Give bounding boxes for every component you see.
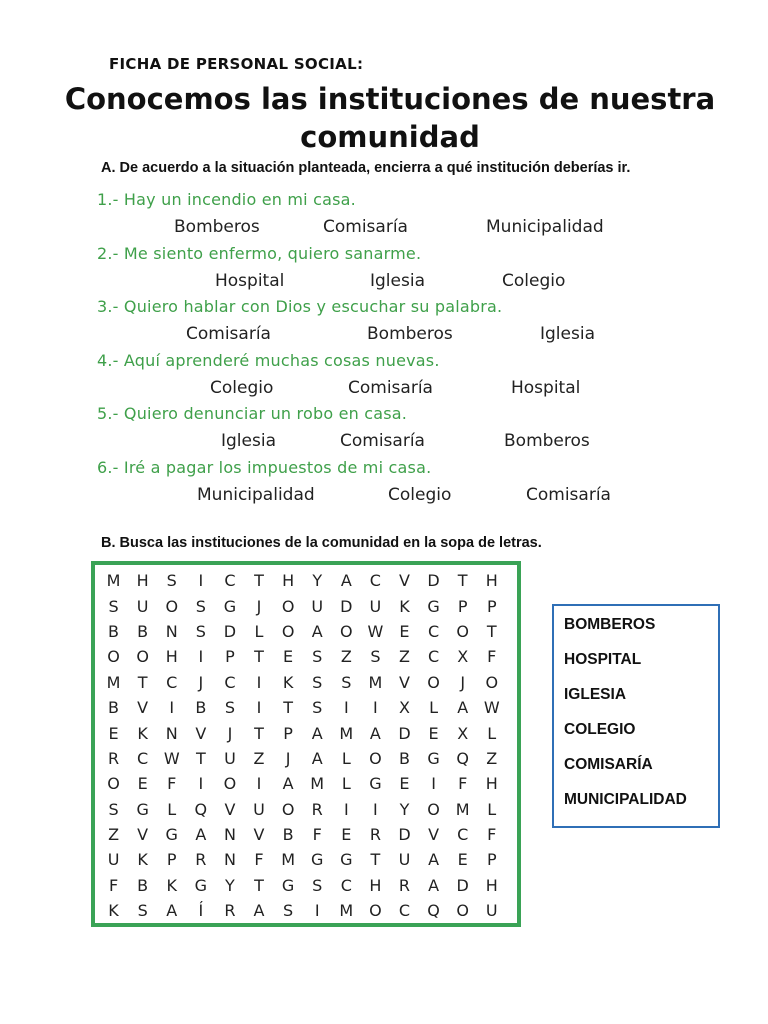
grid-letter[interactable]: J [256, 596, 262, 616]
grid-letter[interactable]: Z [399, 647, 410, 667]
grid-letter[interactable]: A [311, 748, 323, 768]
grid-letter[interactable]: E [399, 621, 410, 641]
grid-letter[interactable]: B [137, 621, 149, 641]
section-a-instruction: A. De acuerdo a la situación planteada, encierra a qué institución deberías ir. [101, 160, 631, 176]
title-line-2: comunidad [300, 120, 480, 154]
grid-letter[interactable]: R [311, 799, 323, 819]
grid-letter[interactable]: A [195, 825, 207, 845]
grid-letter[interactable]: Z [253, 748, 265, 768]
grid-letter[interactable]: M [339, 901, 354, 921]
grid-letter[interactable]: M [106, 571, 121, 591]
grid-letter[interactable]: B [137, 875, 149, 895]
grid-letter[interactable]: B [108, 698, 120, 718]
option-bomberos[interactable]: Bomberos [174, 217, 260, 237]
grid-letter[interactable]: H [136, 571, 149, 591]
grid-letter[interactable]: A [340, 571, 352, 591]
grid-letter[interactable]: T [370, 850, 381, 870]
grid-letter[interactable]: L [487, 723, 497, 743]
grid-letter[interactable]: A [369, 723, 381, 743]
grid-letter[interactable]: W [483, 698, 500, 718]
grid-letter[interactable]: M [281, 850, 296, 870]
grid-letter[interactable]: I [373, 799, 378, 819]
grid-letter[interactable]: I [256, 774, 262, 794]
word-search-cells [99, 568, 506, 923]
grid-letter[interactable]: H [485, 571, 498, 591]
title-line-1: Conocemos las instituciones de nuestra [64, 82, 716, 116]
grid-letter[interactable]: B [108, 621, 120, 641]
option-colegio[interactable]: Colegio [502, 270, 566, 291]
grid-letter[interactable]: S [195, 596, 206, 616]
grid-letter[interactable]: O [165, 596, 179, 616]
grid-letter[interactable]: K [108, 901, 119, 921]
grid-letter[interactable]: D [398, 825, 411, 845]
grid-letter[interactable]: B [195, 698, 207, 718]
grid-letter[interactable]: T [254, 647, 264, 667]
grid-letter[interactable]: S [224, 698, 235, 718]
grid-letter[interactable]: H [485, 774, 498, 794]
grid-letter[interactable]: W [367, 621, 384, 641]
grid-letter[interactable]: C [166, 672, 178, 692]
grid-letter[interactable]: L [167, 799, 177, 819]
grid-letter[interactable]: T [283, 698, 293, 718]
grid-letter[interactable]: C [340, 875, 352, 895]
question-2 [94, 244, 664, 298]
grid-letter[interactable]: S [195, 621, 206, 641]
question-3 [94, 297, 664, 351]
grid-letter[interactable]: F [167, 774, 177, 794]
grid-letter[interactable]: J [227, 723, 233, 743]
word-colegio: COLEGIO [564, 721, 636, 738]
option-iglesia[interactable]: Iglesia [221, 431, 276, 451]
grid-letter[interactable]: Z [340, 647, 352, 667]
grid-letter[interactable]: T [137, 672, 148, 692]
grid-letter[interactable]: B [398, 748, 410, 768]
grid-letter[interactable]: U [369, 596, 382, 616]
option-bomberos[interactable]: Bomberos [367, 324, 453, 344]
worksheet-subject: FICHA DE PERSONAL SOCIAL: [109, 55, 364, 73]
grid-letter[interactable]: Q [456, 748, 469, 768]
grid-letter[interactable]: O [456, 901, 469, 921]
option-comisaria[interactable]: Comisaría [526, 484, 611, 505]
grid-letter[interactable]: H [165, 647, 178, 667]
question-text: 4.- Aquí aprenderé muchas cosas nuevas. [97, 350, 440, 370]
grid-letter[interactable]: O [107, 647, 120, 667]
grid-letter[interactable]: E [341, 825, 352, 845]
grid-letter[interactable]: F [487, 647, 497, 667]
grid-letter[interactable]: I [343, 698, 349, 718]
question-4 [94, 351, 664, 405]
grid-letter[interactable]: G [281, 875, 295, 895]
grid-letter[interactable]: T [486, 621, 497, 641]
grid-letter[interactable]: G [340, 850, 353, 870]
grid-letter[interactable]: S [283, 901, 294, 921]
grid-letter[interactable]: E [108, 723, 119, 743]
grid-letter[interactable]: J [285, 748, 291, 768]
grid-letter[interactable]: E [137, 774, 148, 794]
grid-letter[interactable]: P [486, 596, 497, 616]
grid-letter[interactable]: S [108, 799, 119, 819]
grid-letter[interactable]: U [485, 901, 498, 921]
grid-letter[interactable]: S [137, 901, 148, 921]
option-comisaria[interactable]: Comisaría [323, 217, 408, 237]
grid-letter[interactable]: L [341, 774, 351, 794]
grid-letter[interactable]: K [166, 875, 177, 895]
question-6 [94, 458, 664, 512]
grid-letter[interactable]: A [166, 901, 178, 921]
grid-letter[interactable]: V [253, 825, 265, 845]
grid-letter[interactable]: R [195, 850, 207, 870]
grid-letter[interactable]: A [457, 698, 469, 718]
word-municipalidad: MUNICIPALIDAD [564, 791, 687, 808]
option-comisaria[interactable]: Comisaría [186, 324, 271, 344]
grid-letter[interactable]: A [282, 774, 294, 794]
grid-letter[interactable]: M [455, 799, 470, 819]
grid-letter[interactable]: J [198, 672, 204, 692]
grid-letter[interactable]: H [369, 875, 382, 895]
grid-letter[interactable]: A [253, 901, 265, 921]
option-municipalidad[interactable]: Municipalidad [486, 217, 604, 237]
grid-letter[interactable]: J [460, 672, 466, 692]
grid-letter[interactable]: R [398, 875, 411, 895]
grid-letter[interactable]: M [339, 723, 354, 743]
option-iglesia[interactable]: Iglesia [370, 270, 425, 291]
grid-letter[interactable]: V [399, 672, 410, 692]
grid-letter[interactable]: P [166, 850, 177, 870]
grid-letter[interactable]: I [431, 774, 436, 794]
grid-letter[interactable]: C [457, 825, 469, 845]
grid-letter[interactable]: Y [225, 875, 235, 895]
grid-letter[interactable]: G [136, 799, 149, 819]
grid-letter[interactable]: G [194, 875, 208, 895]
grid-letter[interactable]: S [312, 698, 323, 718]
option-bomberos[interactable]: Bomberos [504, 431, 590, 451]
grid-letter[interactable]: L [487, 799, 497, 819]
grid-letter[interactable]: V [428, 825, 440, 845]
grid-letter[interactable]: G [427, 596, 440, 616]
grid-letter[interactable]: X [399, 698, 410, 718]
grid-letter[interactable]: V [195, 723, 207, 743]
grid-letter[interactable]: M [368, 672, 383, 692]
grid-letter[interactable]: I [373, 698, 378, 718]
grid-letter[interactable]: U [398, 850, 411, 870]
grid-letter[interactable]: U [253, 799, 265, 819]
grid-letter[interactable]: P [486, 850, 497, 870]
grid-letter[interactable]: T [195, 748, 206, 768]
grid-letter[interactable]: N [165, 723, 178, 743]
word-hospital: HOSPITAL [564, 651, 642, 668]
grid-letter[interactable]: M [106, 672, 121, 692]
grid-letter[interactable]: O [427, 799, 440, 819]
grid-letter[interactable]: F [487, 825, 497, 845]
grid-letter[interactable]: N [165, 621, 178, 641]
grid-letter[interactable]: O [485, 672, 499, 692]
grid-letter[interactable]: S [312, 672, 323, 692]
grid-letter[interactable]: S [108, 596, 119, 616]
grid-letter[interactable]: V [224, 799, 236, 819]
option-iglesia[interactable]: Iglesia [540, 324, 595, 344]
grid-letter[interactable]: U [224, 748, 236, 768]
option-municipalidad[interactable]: Municipalidad [197, 484, 315, 505]
word-comisaria: COMISARÍA [564, 756, 653, 773]
grid-letter[interactable]: D [456, 875, 469, 895]
grid-letter[interactable]: S [312, 875, 323, 895]
grid-letter[interactable]: C [427, 621, 440, 641]
grid-letter[interactable]: W [163, 748, 180, 768]
grid-letter[interactable]: O [369, 748, 382, 768]
grid-letter[interactable]: O [281, 799, 295, 819]
grid-letter[interactable]: K [399, 596, 410, 616]
grid-letter[interactable]: E [399, 774, 410, 794]
grid-letter[interactable]: B [282, 825, 294, 845]
word-list-box [552, 604, 720, 828]
grid-letter[interactable]: C [224, 571, 236, 591]
word-iglesia: IGLESIA [564, 686, 627, 703]
grid-letter[interactable]: I [314, 901, 320, 921]
question-text: 1.- Hay un incendio en mi casa. [97, 190, 356, 209]
grid-letter[interactable]: I [198, 647, 204, 667]
grid-letter[interactable]: O [456, 621, 469, 641]
grid-letter[interactable]: Z [486, 748, 498, 768]
grid-letter[interactable]: L [254, 621, 264, 641]
grid-letter[interactable]: R [224, 901, 236, 921]
grid-letter[interactable]: G [165, 825, 178, 845]
grid-letter[interactable]: I [198, 571, 204, 591]
grid-letter[interactable]: O [369, 901, 382, 921]
grid-letter[interactable]: S [341, 672, 352, 692]
question-text: 6.- Iré a pagar los impuestos de mi casa. [97, 457, 432, 477]
grid-letter[interactable]: O [340, 621, 353, 641]
grid-letter[interactable]: T [254, 875, 264, 895]
grid-letter[interactable]: Z [108, 825, 120, 845]
grid-letter[interactable]: S [166, 571, 177, 591]
grid-letter[interactable]: T [254, 571, 264, 591]
question-1 [94, 190, 664, 244]
worksheet-title [60, 80, 720, 156]
grid-letter[interactable]: A [311, 621, 323, 641]
grid-letter[interactable]: N [223, 825, 236, 845]
grid-letter[interactable]: S [370, 647, 381, 667]
grid-letter[interactable]: P [283, 723, 293, 743]
grid-letter[interactable]: C [224, 672, 236, 692]
grid-letter[interactable]: C [398, 901, 411, 921]
section-b-instruction: B. Busca las instituciones de la comunidad en la sopa de letras. [101, 535, 542, 551]
grid-letter[interactable]: G [311, 850, 324, 870]
grid-letter[interactable]: R [107, 748, 120, 768]
grid-letter[interactable]: I [256, 698, 262, 718]
grid-letter[interactable]: H [282, 571, 295, 591]
option-hospital[interactable]: Hospital [215, 270, 285, 291]
grid-letter[interactable]: V [399, 571, 410, 591]
grid-letter[interactable]: O [136, 647, 149, 667]
grid-letter[interactable]: R [369, 825, 381, 845]
grid-letter[interactable]: V [137, 698, 149, 718]
grid-letter[interactable]: T [457, 571, 468, 591]
grid-letter[interactable]: P [225, 647, 235, 667]
option-comisaria[interactable]: Comisaría [340, 431, 425, 451]
grid-letter[interactable]: F [312, 825, 322, 845]
option-hospital[interactable]: Hospital [511, 377, 581, 398]
grid-letter[interactable]: A [311, 723, 323, 743]
grid-letter[interactable]: Y [399, 799, 410, 819]
grid-letter[interactable]: K [137, 850, 148, 870]
grid-letter[interactable]: C [427, 647, 440, 667]
grid-letter[interactable]: X [457, 723, 469, 743]
question-5 [94, 404, 664, 458]
grid-letter[interactable]: H [485, 875, 498, 895]
grid-letter[interactable]: F [458, 774, 468, 794]
grid-letter[interactable]: D [398, 723, 411, 743]
grid-letter[interactable]: L [429, 698, 439, 718]
grid-letter[interactable]: M [310, 774, 325, 794]
grid-letter[interactable]: T [254, 723, 264, 743]
grid-letter[interactable]: K [282, 672, 294, 692]
questions-list [94, 190, 664, 511]
grid-letter[interactable]: Y [312, 571, 323, 591]
grid-letter[interactable]: O [281, 621, 295, 641]
grid-letter[interactable]: G [223, 596, 237, 616]
grid-letter[interactable]: F [254, 850, 264, 870]
grid-letter[interactable]: O [223, 774, 237, 794]
question-text: 2.- Me siento enfermo, quiero sanarme. [97, 243, 422, 263]
grid-letter[interactable]: I [256, 672, 262, 692]
grid-letter[interactable]: O [281, 596, 295, 616]
grid-letter[interactable]: V [137, 825, 149, 845]
grid-letter[interactable]: I [343, 799, 349, 819]
question-text: 5.- Quiero denunciar un robo en casa. [97, 404, 408, 423]
grid-letter[interactable]: U [311, 596, 324, 616]
question-text: 3.- Quiero hablar con Dios y escuchar su palabra. [97, 297, 503, 316]
grid-letter[interactable]: X [457, 647, 469, 667]
grid-letter[interactable]: Í [198, 901, 204, 921]
grid-letter[interactable]: C [369, 571, 381, 591]
grid-letter[interactable]: Q [194, 799, 208, 819]
grid-letter[interactable]: G [427, 748, 440, 768]
grid-letter[interactable]: A [428, 875, 440, 895]
grid-letter[interactable]: I [198, 774, 204, 794]
grid-letter[interactable]: D [223, 621, 237, 641]
option-colegio[interactable]: Colegio [210, 377, 274, 398]
grid-letter[interactable]: D [340, 596, 353, 616]
word-search-grid [91, 561, 521, 927]
grid-letter[interactable]: O [427, 672, 440, 692]
option-comisaria[interactable]: Comisaría [348, 377, 433, 398]
word-bomberos: BOMBEROS [564, 616, 656, 633]
grid-letter[interactable]: U [107, 850, 120, 870]
grid-letter[interactable]: E [428, 723, 439, 743]
grid-letter[interactable]: K [137, 723, 148, 743]
grid-letter[interactable]: L [341, 748, 351, 768]
grid-letter[interactable]: I [169, 698, 175, 718]
grid-letter[interactable]: S [312, 647, 323, 667]
grid-letter[interactable]: C [137, 748, 149, 768]
option-colegio[interactable]: Colegio [388, 484, 452, 505]
grid-letter[interactable]: U [136, 596, 149, 616]
grid-letter[interactable]: G [369, 774, 382, 794]
grid-letter[interactable]: N [223, 850, 236, 870]
grid-letter[interactable]: E [283, 647, 294, 667]
grid-letter[interactable]: P [457, 596, 468, 616]
grid-letter[interactable]: Q [427, 901, 440, 921]
grid-letter[interactable]: F [108, 875, 119, 895]
grid-letter[interactable]: D [427, 571, 440, 591]
grid-letter[interactable]: A [428, 850, 440, 870]
grid-letter[interactable]: O [107, 774, 120, 794]
grid-letter[interactable]: E [457, 850, 468, 870]
